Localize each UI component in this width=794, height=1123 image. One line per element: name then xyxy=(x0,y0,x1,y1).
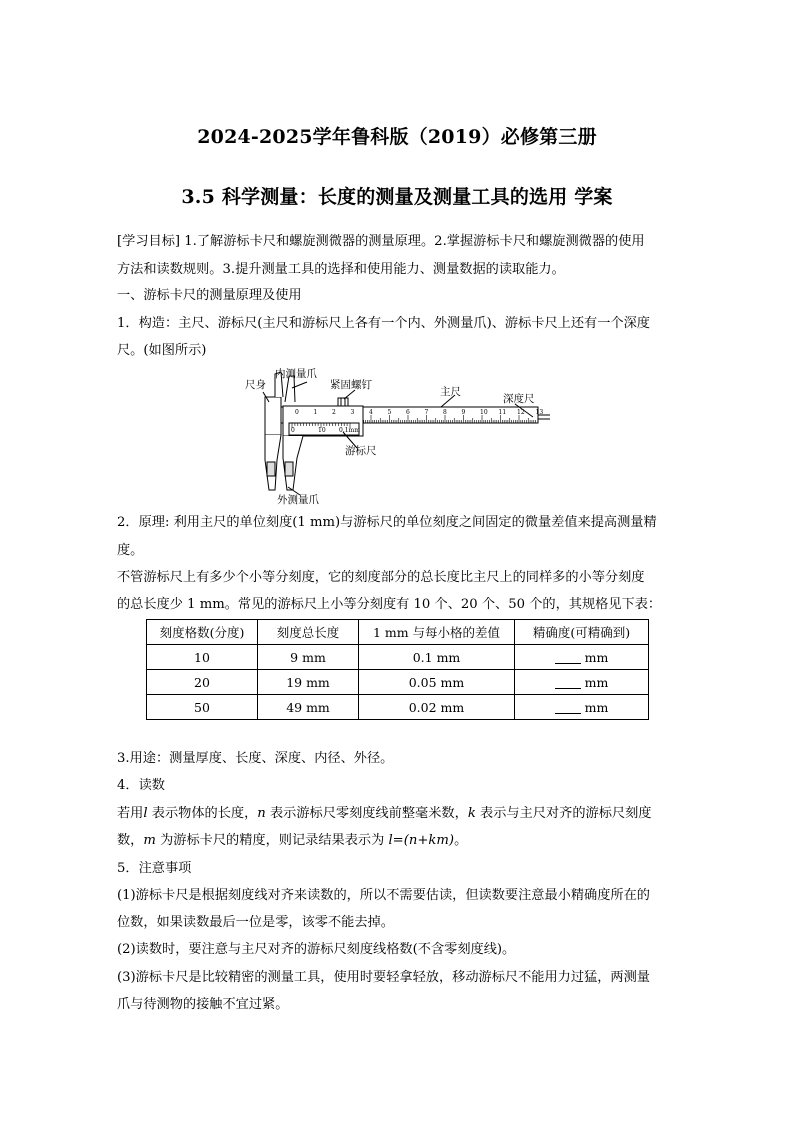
label-outer-jaw: 外测量爪 xyxy=(277,494,319,506)
main-scale-number: 9 xyxy=(461,409,466,416)
table-cell: 0.02 mm xyxy=(359,695,515,720)
main-scale-number: 3 xyxy=(350,409,355,416)
objectives-line-1: [学习目标] 1.了解游标卡尺和螺旋测微器的测量原理。2.掌握游标卡尺和螺旋测微器的使用 xyxy=(117,234,645,249)
main-scale-number: 4 xyxy=(369,409,373,416)
table-header-cell: 精确度(可精确到) xyxy=(515,620,649,645)
table-cell-blank xyxy=(515,670,649,695)
label-inner-jaw: 内测量爪 xyxy=(275,368,317,380)
table-cell: 0.1 mm xyxy=(359,645,515,670)
table-header-cell: 刻度总长度 xyxy=(258,620,359,645)
document-title: 2024-2025学年鲁科版（2019）必修第三册 xyxy=(197,126,597,148)
main-scale-number: 10 xyxy=(480,409,488,416)
note-1-line-1: (1)游标卡尺是根据刻度线对齐来读数的，所以不需要估读，但读数要注意最小精确度所在的 xyxy=(117,888,650,903)
structure-line-2: 尺。(如图所示) xyxy=(117,343,207,358)
note-3-line-2: 爪与待测物的接触不宜过紧。 xyxy=(117,997,289,1012)
reading-heading: 4．读数 xyxy=(117,778,165,793)
usage-line: 3.用途：测量厚度、长度、深度、内径、外径。 xyxy=(117,751,394,766)
var-l: l xyxy=(143,806,148,821)
table-header-cell: 1 mm 与每小格的差值 xyxy=(359,620,515,645)
note-3-line-1: (3)游标卡尺是比较精密的测量工具，使用时要轻拿轻放，移动游标尺不能用力过猛，两测量 xyxy=(117,970,650,985)
table-cell: 49 mm xyxy=(258,695,359,720)
label-main-scale: 主尺 xyxy=(440,386,461,398)
main-scale-number: 8 xyxy=(443,409,447,416)
main-scale-number: 12 xyxy=(517,409,525,416)
main-scale-number: 1 xyxy=(313,409,318,416)
text-span: 若用 xyxy=(117,806,144,821)
var-n: n xyxy=(257,806,266,821)
label-vernier-precision: 0.1mm xyxy=(339,427,360,434)
objectives-line-2: 方法和读数规则。3.提升测量工具的选择和使用能力、测量数据的读取能力。 xyxy=(117,262,565,277)
section-heading: 一、游标卡尺的测量原理及使用 xyxy=(117,288,302,303)
main-scale-number: 7 xyxy=(424,409,429,416)
notes-heading: 5．注意事项 xyxy=(117,861,192,876)
label-vernier: 游标尺 xyxy=(345,445,377,457)
table-cell: 19 mm xyxy=(258,670,359,695)
answer-blank[interactable] xyxy=(555,701,581,714)
table-cell: 9 mm xyxy=(258,645,359,670)
label-screw: 紧固螺钉 xyxy=(330,379,372,391)
reading-line-1 xyxy=(117,800,677,828)
vernier-caliper-diagram xyxy=(245,362,550,507)
answer-blank[interactable] xyxy=(555,676,581,689)
table-row xyxy=(147,645,649,670)
reading-formula: l=(n+km) xyxy=(388,833,455,848)
answer-blank[interactable] xyxy=(555,651,581,664)
text-span: 为游标卡尺的精度，则记录结果表示为 xyxy=(155,833,389,848)
table-header-cell: 刻度格数(分度) xyxy=(147,620,258,645)
unit-label: mm xyxy=(584,649,609,665)
note-2: (2)读数时，要注意与主尺对齐的游标尺刻度线格数(不含零刻度线)。 xyxy=(117,942,516,957)
label-vernier-zero: 0 xyxy=(291,427,295,434)
lesson-title: 3.5 科学测量：长度的测量及测量工具的选用 学案 xyxy=(181,186,613,208)
label-vernier-ten: 10 xyxy=(318,427,326,434)
text-span: 表示与主尺对齐的游标尺刻度 xyxy=(475,806,652,821)
table-cell: 10 xyxy=(147,645,258,670)
main-scale-number: 5 xyxy=(387,409,392,416)
table-cell: 20 xyxy=(147,670,258,695)
text-span: 表示物体的长度， xyxy=(147,806,258,821)
table-cell: 0.05 mm xyxy=(359,670,515,695)
main-scale-number: 11 xyxy=(498,409,507,416)
text-span: 表示游标尺零刻度线前整毫米数， xyxy=(265,806,468,821)
main-scale-number: 2 xyxy=(332,409,336,416)
principle-line-1: 2．原理: 利用主尺的单位刻度(1 mm)与游标尺的单位刻度之间固定的微量差值来提高测量精 xyxy=(117,515,657,530)
principle-line-2: 度。 xyxy=(117,543,144,558)
var-m: m xyxy=(143,833,156,848)
main-scale-number: 13 xyxy=(535,409,544,416)
note-1-line-2: 位数，如果读数最后一位是零，该零不能去掉。 xyxy=(117,915,394,930)
table-row xyxy=(147,670,649,695)
text-span: 。 xyxy=(454,833,468,848)
reading-line-2 xyxy=(117,827,677,855)
table-cell: 50 xyxy=(147,695,258,720)
table-row xyxy=(147,695,649,720)
vernier-spec-table xyxy=(146,619,649,720)
table-cell-blank xyxy=(515,695,649,720)
table-cell-blank xyxy=(515,645,649,670)
principle-line-3: 不管游标尺上有多少个小等分刻度，它的刻度部分的总长度比主尺上的同样多的小等分刻度 xyxy=(117,570,645,585)
main-scale-number: 0 xyxy=(295,409,299,416)
structure-line-1: 1．构造：主尺、游标尺(主尺和游标尺上各有一个内、外测量爪)、游标卡尺上还有一个深度 xyxy=(117,316,650,331)
text-span: 数， xyxy=(117,833,144,848)
unit-label: mm xyxy=(584,699,609,715)
principle-line-4: 的总长度少 1 mm。常见的游标尺上小等分刻度有 10 个、20 个、50 个的，其规格见下表： xyxy=(117,597,662,612)
main-scale-number: 6 xyxy=(406,409,410,416)
table-header-row xyxy=(147,620,649,645)
unit-label: mm xyxy=(584,674,609,690)
label-body: 尺身 xyxy=(245,379,266,391)
label-depth: 深度尺 xyxy=(503,393,535,405)
var-k: k xyxy=(467,806,476,821)
